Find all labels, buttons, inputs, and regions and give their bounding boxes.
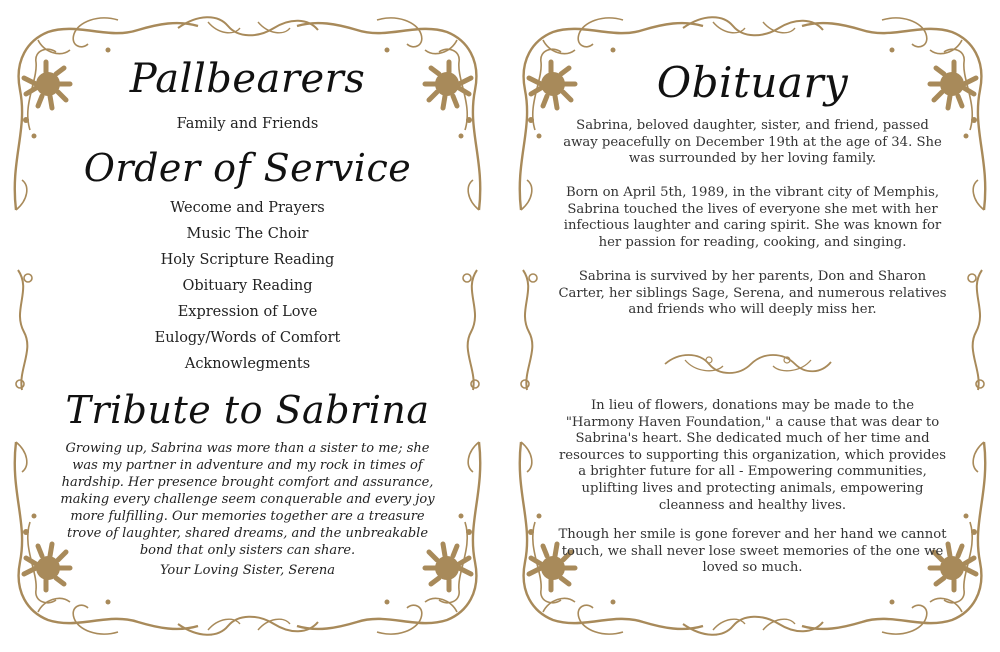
closing-paragraph: Though her smile is gone forever and her hand we cannot touch, we shall never lose sweet memories of the one we loved so much. bbox=[558, 527, 947, 576]
order-of-service-list bbox=[0, 195, 495, 377]
obituary-paragraph: Sabrina is survived by her parents, Don and Sharon Carter, her siblings Sage, Serena, and numerous relatives and friends who will deeply miss her. bbox=[558, 269, 947, 318]
left-page bbox=[0, 0, 495, 652]
obituary-paragraph: Born on April 5th, 1989, in the vibrant city of Memphis, Sabrina touched the lives of everyone she met with her infectious laughter and caring spirit. She was known for her passion for reading, cooking, and singing. bbox=[563, 185, 942, 250]
donation-paragraph: In lieu of flowers, donations may be made to the "Harmony Haven Foundation," a cause that was dear to Sabrina's heart. She dedicated much of her time and resources to supporting this organization, which provides a brighter future for all - Empowering communities, uplifting lives and protecting animals, empowering cleanness and healthy lives. bbox=[558, 398, 947, 513]
order-of-service-title: Order of Service bbox=[83, 146, 412, 190]
tribute-title: Tribute to Sabrina bbox=[65, 388, 430, 432]
service-item: Eulogy/Words of Comfort bbox=[154, 330, 341, 346]
obituary-title: Obituary bbox=[656, 58, 849, 107]
tribute-signature: Your Loving Sister, Serena bbox=[159, 563, 336, 578]
service-item: Expression of Love bbox=[177, 304, 318, 320]
pallbearers-text: Family and Friends bbox=[176, 116, 319, 132]
service-item: Acknowlegments bbox=[184, 356, 311, 372]
right-page bbox=[505, 0, 1000, 652]
service-item: Obituary Reading bbox=[182, 278, 313, 294]
tribute-text: Growing up, Sabrina was more than a sister to me; she was my partner in adventure and my rock in times of hardship. Her presence brought comfort and assurance, making every challenge seem conquerable and every joy more fulfilling. Our memories together are a treasure trove of laughter, shared dreams, and the unbreakable bond that only sisters can share. bbox=[60, 441, 435, 558]
service-item: Wecome and Prayers bbox=[170, 200, 325, 216]
pallbearers-title: Pallbearers bbox=[129, 56, 366, 102]
service-item: Music The Choir bbox=[186, 226, 309, 242]
service-item: Holy Scripture Reading bbox=[160, 252, 335, 268]
obituary-paragraph: Sabrina, beloved daughter, sister, and friend, passed away peacefully on December 19th at the age of 34. She was surrounded by her loving family. bbox=[563, 118, 942, 167]
